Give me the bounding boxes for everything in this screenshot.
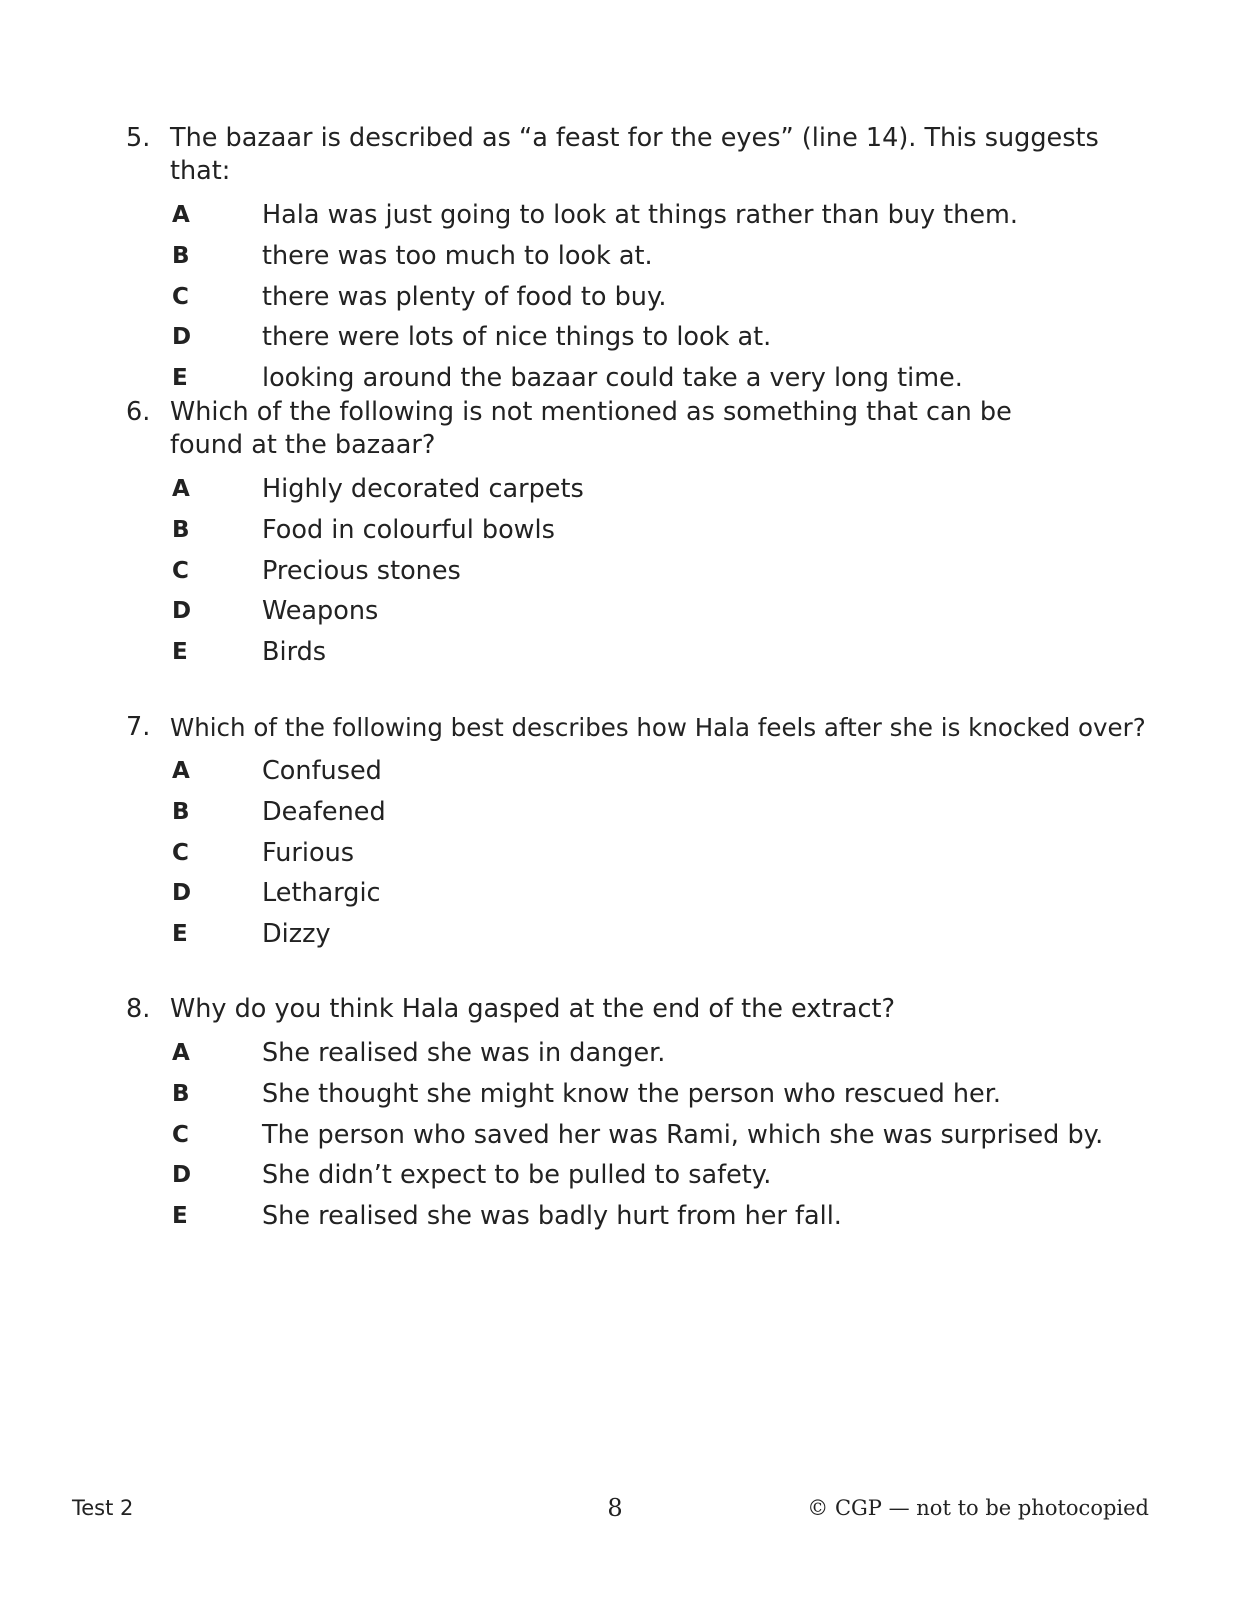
option-letter: E: [172, 1203, 188, 1230]
option-d[interactable]: [126, 317, 1136, 358]
option-c[interactable]: [126, 832, 1136, 873]
option-letter: C: [172, 283, 189, 310]
option-letter: B: [172, 243, 190, 270]
option-b[interactable]: [126, 792, 1136, 833]
option-e[interactable]: [126, 632, 1136, 673]
question-number: 5.: [126, 123, 151, 153]
option-text: Food in colourful bowls: [262, 515, 555, 546]
option-d[interactable]: [126, 1155, 1136, 1196]
option-letter: D: [172, 1162, 192, 1189]
option-text: She realised she was badly hurt from her fall.: [262, 1201, 842, 1232]
option-text: there was plenty of food to buy.: [262, 281, 667, 312]
option-text: She thought she might know the person who rescued her.: [262, 1079, 1001, 1110]
copyright-notice: © CGP — not to be photocopied: [807, 1496, 1149, 1520]
option-letter: B: [172, 799, 190, 826]
question-number: 8.: [126, 994, 151, 1024]
option-text: Hala was just going to look at things rather than buy them.: [262, 200, 1018, 231]
option-letter: C: [172, 1121, 189, 1148]
option-text: looking around the bazaar could take a very long time.: [262, 363, 963, 394]
option-a[interactable]: [126, 469, 1136, 510]
page-footer: [0, 1496, 1253, 1528]
option-letter: D: [172, 880, 192, 907]
options-list: [126, 469, 1136, 672]
option-text: Highly decorated carpets: [262, 474, 584, 505]
question-7: [126, 711, 1146, 954]
question-8: [126, 993, 1136, 1236]
option-b[interactable]: [126, 510, 1136, 551]
test-label: Test 2: [72, 1496, 134, 1520]
option-b[interactable]: [126, 236, 1136, 277]
question-text: The bazaar is described as “a feast for the eyes” (line 14). This suggests that:: [170, 123, 1099, 186]
option-text: Weapons: [262, 596, 379, 627]
question-header: [126, 711, 1146, 744]
question-number: 7.: [126, 712, 151, 742]
question-5: [126, 122, 1136, 398]
option-d[interactable]: [126, 873, 1136, 914]
option-text: Deafened: [262, 797, 386, 828]
option-a[interactable]: [126, 751, 1136, 792]
question-header: [126, 122, 1136, 188]
option-letter: D: [172, 598, 192, 625]
option-letter: B: [172, 1081, 190, 1108]
option-letter: E: [172, 365, 188, 392]
question-header: [126, 396, 1136, 462]
question-header: [126, 993, 1136, 1026]
page-number: 8: [607, 1494, 623, 1522]
question-number: 6.: [126, 397, 151, 427]
option-text: Birds: [262, 637, 327, 668]
option-e[interactable]: [126, 358, 1136, 399]
options-list: [126, 751, 1136, 954]
option-letter: D: [172, 324, 192, 351]
option-c[interactable]: [126, 550, 1136, 591]
option-letter: A: [172, 476, 190, 503]
option-text: Precious stones: [262, 555, 461, 586]
option-b[interactable]: [126, 1074, 1136, 1115]
option-text: She realised she was in danger.: [262, 1038, 666, 1069]
option-e[interactable]: [126, 1196, 1136, 1237]
question-text: Which of the following best describes how Hala feels after she is knocked over?: [170, 713, 1146, 742]
option-a[interactable]: [126, 195, 1136, 236]
option-text: there was too much to look at.: [262, 241, 653, 272]
options-list: [126, 195, 1136, 398]
option-c[interactable]: [126, 276, 1136, 317]
option-letter: A: [172, 758, 190, 785]
option-letter: A: [172, 1040, 190, 1067]
option-letter: E: [172, 921, 188, 948]
option-letter: B: [172, 517, 190, 544]
option-text: there were lots of nice things to look at.: [262, 322, 772, 353]
option-letter: E: [172, 639, 188, 666]
option-text: She didn’t expect to be pulled to safety.: [262, 1160, 772, 1191]
option-letter: C: [172, 839, 189, 866]
option-text: Dizzy: [262, 919, 331, 950]
option-letter: A: [172, 202, 190, 229]
option-d[interactable]: [126, 591, 1136, 632]
options-list: [126, 1033, 1136, 1236]
option-text: The person who saved her was Rami, which she was surprised by.: [262, 1119, 1104, 1150]
option-letter: C: [172, 557, 189, 584]
option-text: Confused: [262, 756, 382, 787]
question-text: Why do you think Hala gasped at the end of the extract?: [170, 994, 896, 1024]
option-a[interactable]: [126, 1033, 1136, 1074]
question-text: Which of the following is not mentioned as something that can be found at the bazaar?: [170, 397, 1012, 460]
option-text: Lethargic: [262, 878, 381, 909]
question-6: [126, 396, 1136, 672]
option-e[interactable]: [126, 914, 1136, 955]
option-text: Furious: [262, 837, 355, 868]
option-c[interactable]: [126, 1114, 1136, 1155]
